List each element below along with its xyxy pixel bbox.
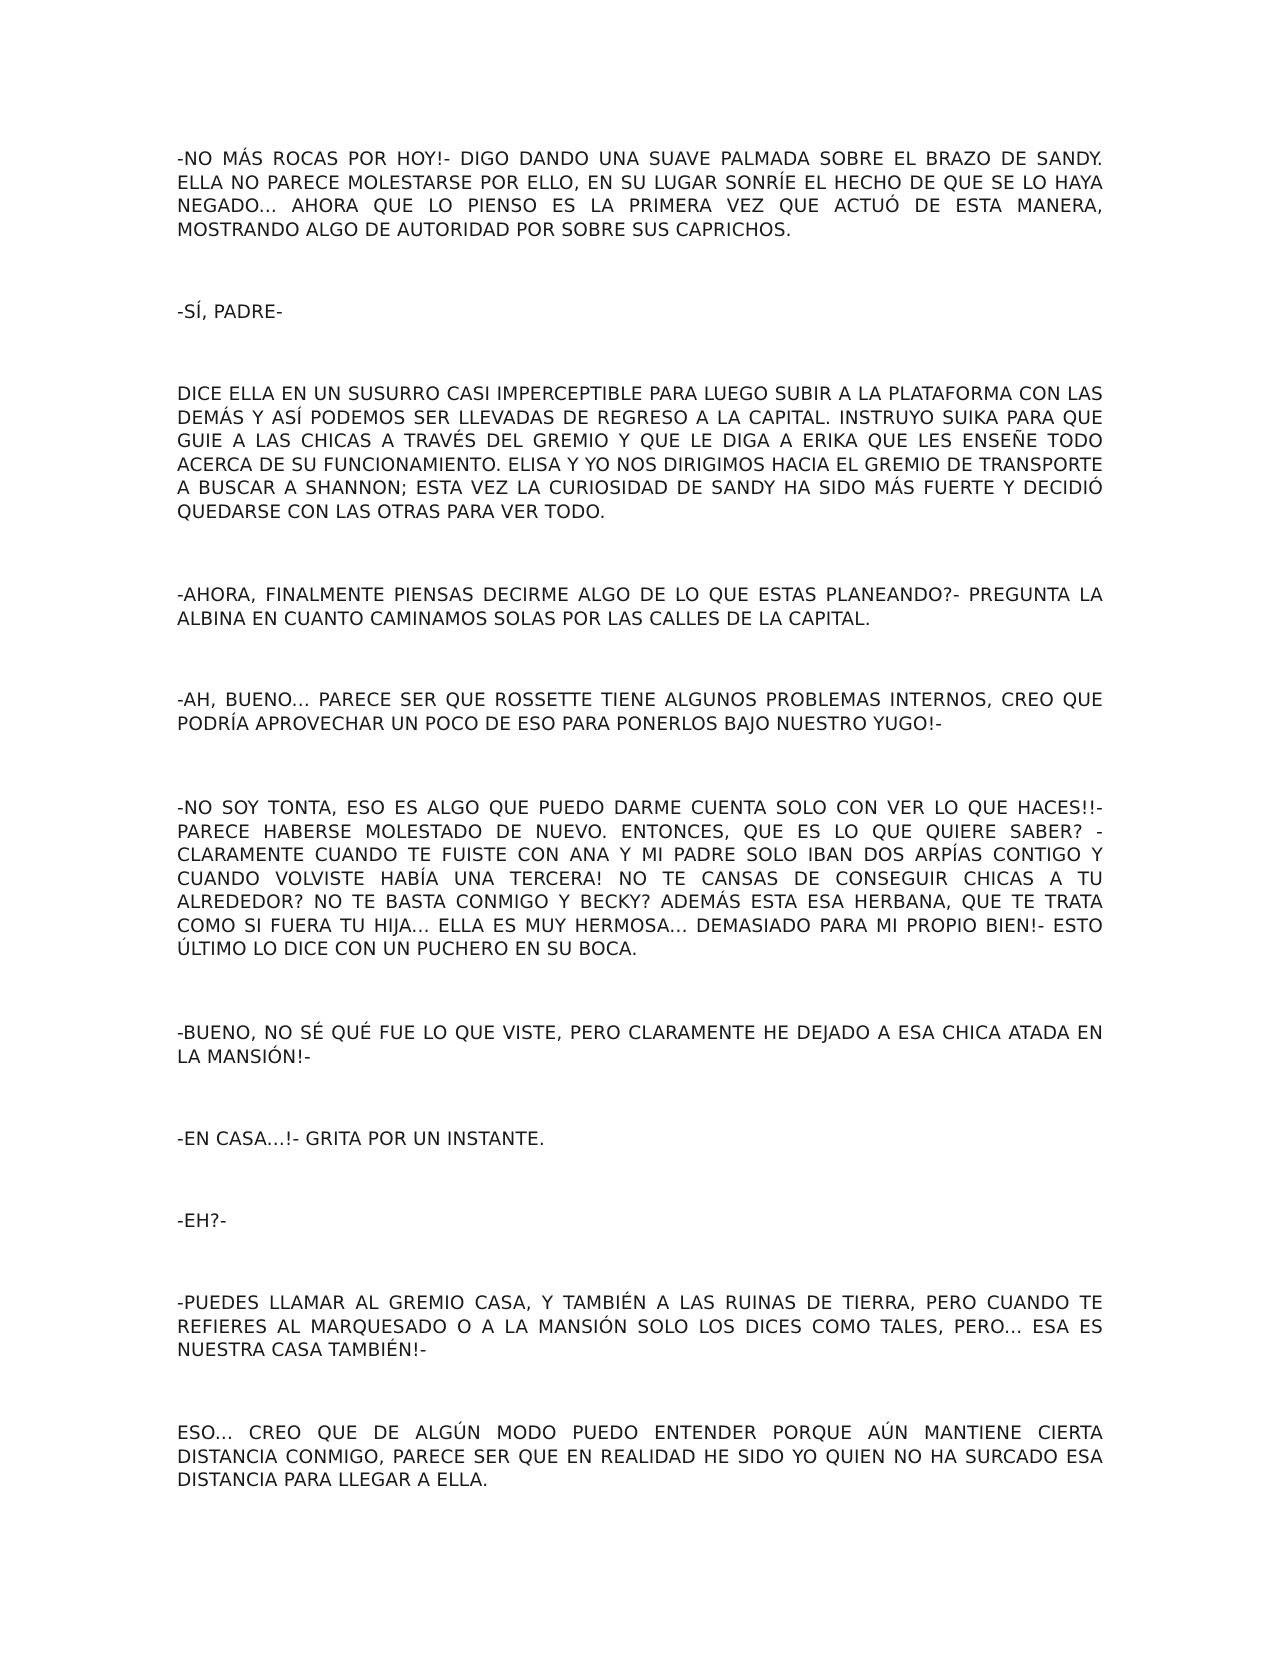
paragraph-eh: -EH?- <box>177 1211 227 1232</box>
paragraph-bueno-no-se: -BUENO, NO SÉ QUÉ FUE LO QUE VISTE, PERO CLARAMENTE HE DEJADO A ESA CHICA ATADA EN LA MANSIÓN!- <box>177 1023 1103 1068</box>
paragraph-no-soy-tonta: -NO SOY TONTA, ESO ES ALGO QUE PUEDO DARME CUENTA SOLO CON VER LO QUE HACES!!- PARECE HABERSE MOLESTADO DE NUEVO. ENTONCES, QUE ES LO QUE QUIERE SABER? -CLARAMENTE CUANDO TE FUISTE CON ANA Y MI PADRE SOLO IBAN DOS ARPÍAS CONTIGO Y CUANDO VOLVISTE HABÍA UNA TERCERA! NO TE CANSAS DE CONSEGUIR CHICAS A TU ALREDEDOR? NO TE BASTA CONMIGO Y BECKY? ADEMÁS ESTA ESA HERBANA, QUE TE TRATA COMO SI FUERA TU HIJA... ELLA ES MUY HERMOSA... DEMASIADO PARA MI PROPIO BIEN!- ESTO ÚLTIMO LO DICE CON UN PUCHERO EN SU BOCA. <box>177 798 1103 960</box>
paragraph-en-casa: -EN CASA...!- GRITA POR UN INSTANTE. <box>177 1129 545 1150</box>
paragraph-eso-creo: ESO... CREO QUE DE ALGÚN MODO PUEDO ENTENDER PORQUE AÚN MANTIENE CIERTA DISTANCIA CONMIGO, PARECE SER QUE EN REALIDAD HE SIDO YO QUIEN NO HA SURCADO ESA DISTANCIA PARA LLEGAR A ELLA. <box>177 1423 1103 1491</box>
paragraph-dice-ella: DICE ELLA EN UN SUSURRO CASI IMPERCEPTIBLE PARA LUEGO SUBIR A LA PLATAFORMA CON LAS DEMÁS Y ASÍ PODEMOS SER LLEVADAS DE REGRESO A LA CAPITAL. INSTRUYO SUIKA PARA QUE GUIE A LAS CHICAS A TRAVÉS DEL GREMIO Y QUE LE DIGA A ERIKA QUE LES ENSEÑE TODO ACERCA DE SU FUNCIONAMIENTO. ELISA Y YO NOS DIRIGIMOS HACIA EL GREMIO DE TRANSPORTE A BUSCAR A SHANNON; ESTA VEZ LA CURIOSIDAD DE SANDY HA SIDO MÁS FUERTE Y DECIDIÓ QUEDARSE CON LAS OTRAS PARA VER TODO. <box>177 384 1103 523</box>
paragraph-puedes-llamar: -PUEDES LLAMAR AL GREMIO CASA, Y TAMBIÉN A LAS RUINAS DE TIERRA, PERO CUANDO TE REFIERES AL MARQUESADO O A LA MANSIÓN SOLO LOS DICES COMO TALES, PERO... ESA ES NUESTRA CASA TAMBIÉN!- <box>177 1293 1103 1361</box>
paragraph-no-mas-rocas: -NO MÁS ROCAS POR HOY!- DIGO DANDO UNA SUAVE PALMADA SOBRE EL BRAZO DE SANDY. ELLA NO PARECE MOLESTARSE POR ELLO, EN SU LUGAR SONRÍE EL HECHO DE QUE SE LO HAYA NEGADO... AHORA QUE LO PIENSO ES LA PRIMERA VEZ QUE ACTUÓ DE ESTA MANERA, MOSTRANDO ALGO DE AUTORIDAD POR SOBRE SUS CAPRICHOS. <box>177 149 1103 241</box>
paragraph-si-padre: -SÍ, PADRE- <box>177 302 283 323</box>
paragraph-ahora-finalmente: -AHORA, FINALMENTE PIENSAS DECIRME ALGO DE LO QUE ESTAS PLANEANDO?- PREGUNTA LA ALBINA EN CUANTO CAMINAMOS SOLAS POR LAS CALLES DE LA CAPITAL. <box>177 585 1103 630</box>
paragraph-ah-bueno: -AH, BUENO... PARECE SER QUE ROSSETTE TIENE ALGUNOS PROBLEMAS INTERNOS, CREO QUE PODRÍA APROVECHAR UN POCO DE ESO PARA PONERLOS BAJO NUESTRO YUGO!- <box>177 690 1103 735</box>
